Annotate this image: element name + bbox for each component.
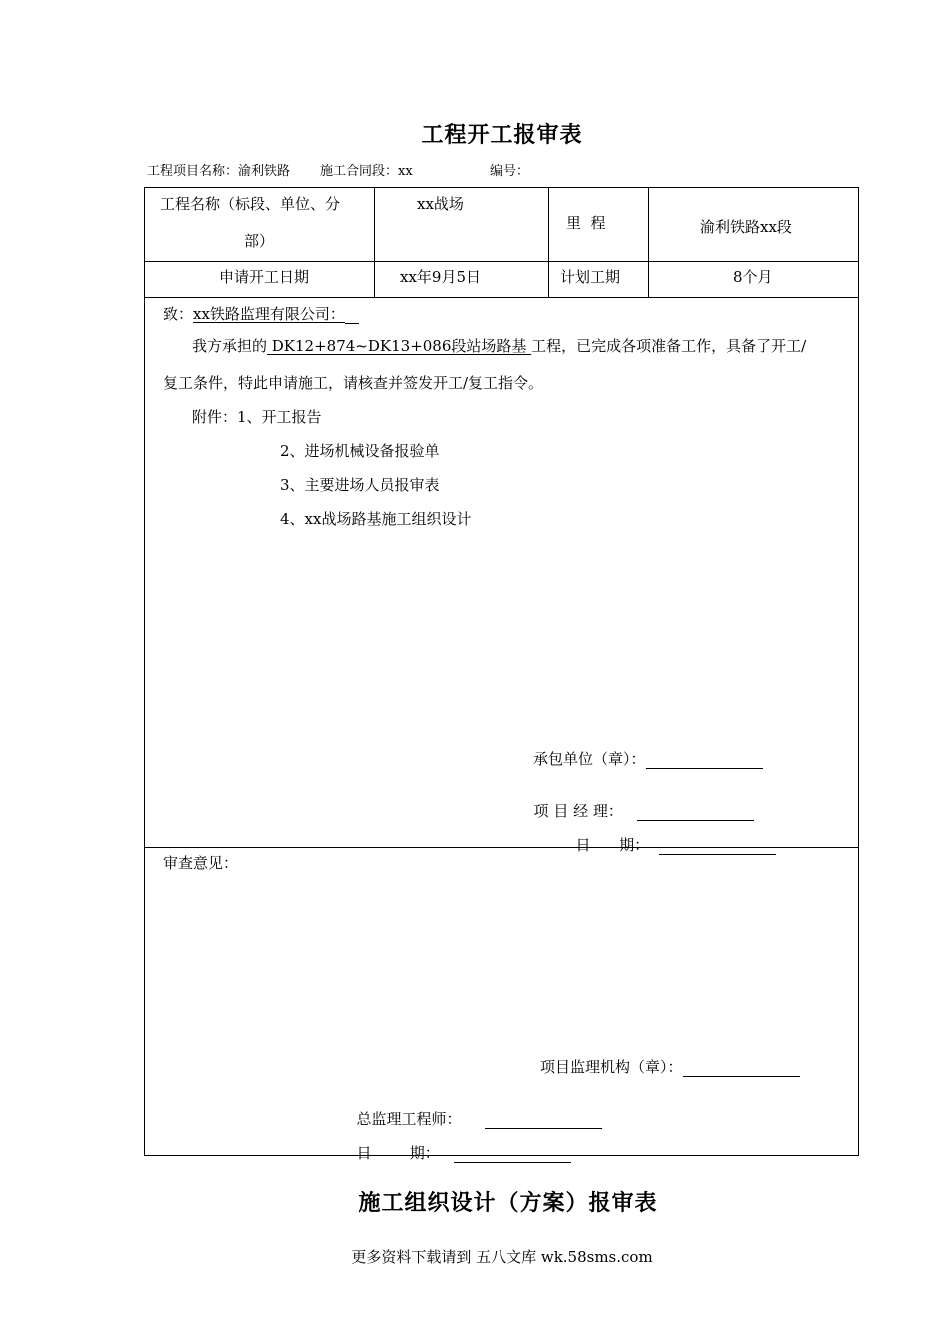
review-date-blank	[454, 1148, 571, 1163]
project-name-label: 工程项目名称：渝利铁路	[147, 164, 291, 179]
contractor-date-blank	[659, 840, 776, 855]
chief-engineer-label: 总监理工程师：	[356, 1110, 462, 1128]
recipient-line	[163, 303, 359, 324]
project-name-label-line1: 工程名称（标段、单位、分	[160, 195, 341, 213]
row-divider	[144, 297, 859, 298]
supervisor-org-label: 项目监理机构（章）：	[540, 1058, 683, 1076]
review-date-line	[347, 1124, 571, 1163]
contractor-date-line	[566, 816, 776, 855]
contract-section-label: 施工合同段：xx	[320, 164, 413, 179]
recipient-org: xx铁路监理有限公司：	[193, 305, 345, 323]
review-opinion-label: 审查意见：	[163, 854, 239, 872]
start-date-label: 申请开工日期	[219, 268, 310, 286]
review-date-label: 日 期：	[356, 1144, 440, 1162]
document-number-label: 编号：	[490, 164, 530, 179]
table-border-right	[858, 187, 859, 1156]
plan-period-label: 计划工期	[560, 268, 621, 286]
page-title: 工程开工报审表	[421, 122, 583, 148]
attachment-item: 附件：1、开工报告	[192, 408, 322, 426]
column-divider	[648, 187, 649, 298]
attachment-item: 3、主要进场人员报审表	[280, 476, 440, 494]
plan-period-value: 8个月	[733, 268, 773, 286]
footer-download-link[interactable]: 更多资料下载请到 五八文库 wk.58sms.com	[351, 1248, 653, 1266]
project-name-value: xx战场	[417, 195, 464, 213]
supervisor-org-line	[540, 1056, 800, 1077]
next-form-title: 施工组织设计（方案）报审表	[358, 1190, 658, 1216]
paragraph-suffix: 工程，已完成各项准备工作，具备了开工/	[531, 337, 807, 355]
table-border-left	[144, 187, 145, 1156]
contractor-signature-blank	[646, 754, 763, 769]
mileage-label: 里 程	[566, 214, 606, 232]
contractor-signature-line	[533, 748, 763, 769]
column-divider	[374, 187, 375, 298]
contractor-date-label: 日 期：	[575, 836, 650, 854]
attachment-item: 4、xx战场路基施工组织设计	[280, 510, 472, 528]
mileage-value: 渝利铁路xx段	[700, 218, 792, 236]
supervisor-org-blank	[683, 1062, 800, 1077]
recipient-prefix: 致：	[163, 305, 194, 323]
application-paragraph-line2: 复工条件，特此申请施工，请核查并签发开工/复工指令。	[163, 374, 544, 392]
attachment-item: 2、进场机械设备报验单	[280, 442, 440, 460]
manager-label: 项 目 经 理：	[533, 802, 623, 820]
row-divider	[144, 261, 859, 262]
paragraph-prefix: 我方承担的	[192, 337, 268, 355]
table-border-top	[144, 187, 859, 188]
start-date-value: xx年9月5日	[400, 268, 482, 286]
project-name-label-line2: 部）	[244, 232, 275, 250]
column-divider	[548, 187, 549, 298]
application-paragraph-line1	[192, 335, 806, 356]
contractor-label: 承包单位（章）：	[533, 750, 646, 768]
paragraph-project: DK12+874~DK13+086段站场路基	[267, 337, 532, 355]
